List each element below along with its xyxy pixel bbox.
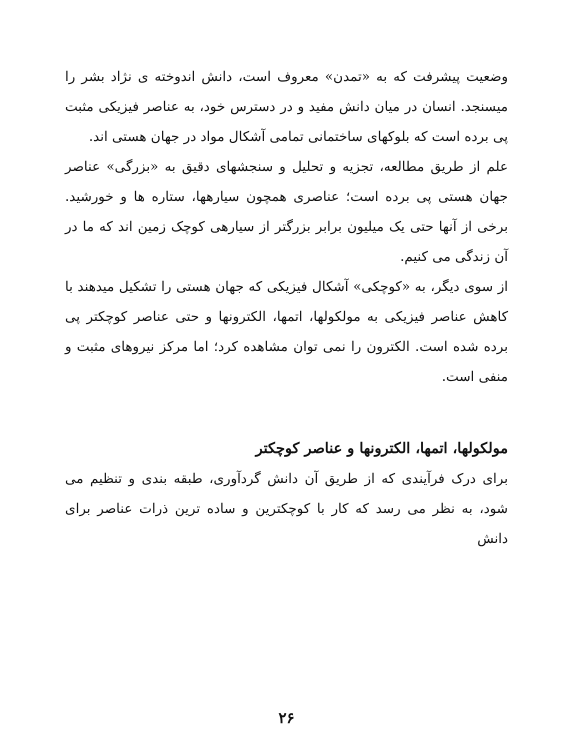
paragraph-civilization: وضعیت پیشرفت که به «تمدن» معروف است، دانش اندوخته ی نژاد بشر را میسنجد. انسان در میان دانش مفید و در دسترس خود، به عناصر فیزیکی مثبت پی برده است که بلوکهای ساختمانی تمامی آشکال مواد در جهان هستی اند.: [65, 69, 508, 145]
paragraph-knowledge-process: برای درک فرآیندی که از طریق آن دانش گردآوری، طبقه بندی و تنظیم می شود، به نظر می رسد که کار با کوچکترین و ساده ترین ذرات عناصر برای دانش: [65, 471, 508, 547]
section-heading: مولکولها، اتمها، الکترونها و عناصر کوچکتر: [255, 440, 508, 457]
page-number: ۲۶: [278, 709, 295, 727]
page-body: [65, 62, 508, 554]
paragraph-smallness: از سوی دیگر، به «کوچکی» آشکال فیزیکی که جهان هستی را تشکیل میدهند با کاهش عناصر فیزیکی به مولکولها، اتمها، الکترونها و حتی عناصر کوچکتر پی برده شده است. الکترون را نمی توان مشاهده کرد؛ اما مرکز نیروهای مثبت و منفی است.: [65, 279, 508, 385]
paragraph-largeness: علم از طریق مطالعه، تجزیه و تحلیل و سنجشهای دقیق به «بزرگی» عناصر جهان هستی پی برده است؛ عناصری همچون سیارهها، ستاره ها و خورشید. برخی از آنها حتی یک میلیون برابر بزرگتر از سیارهی کوچک زمین اند که ما در آن زندگی می کنیم.: [65, 159, 508, 265]
